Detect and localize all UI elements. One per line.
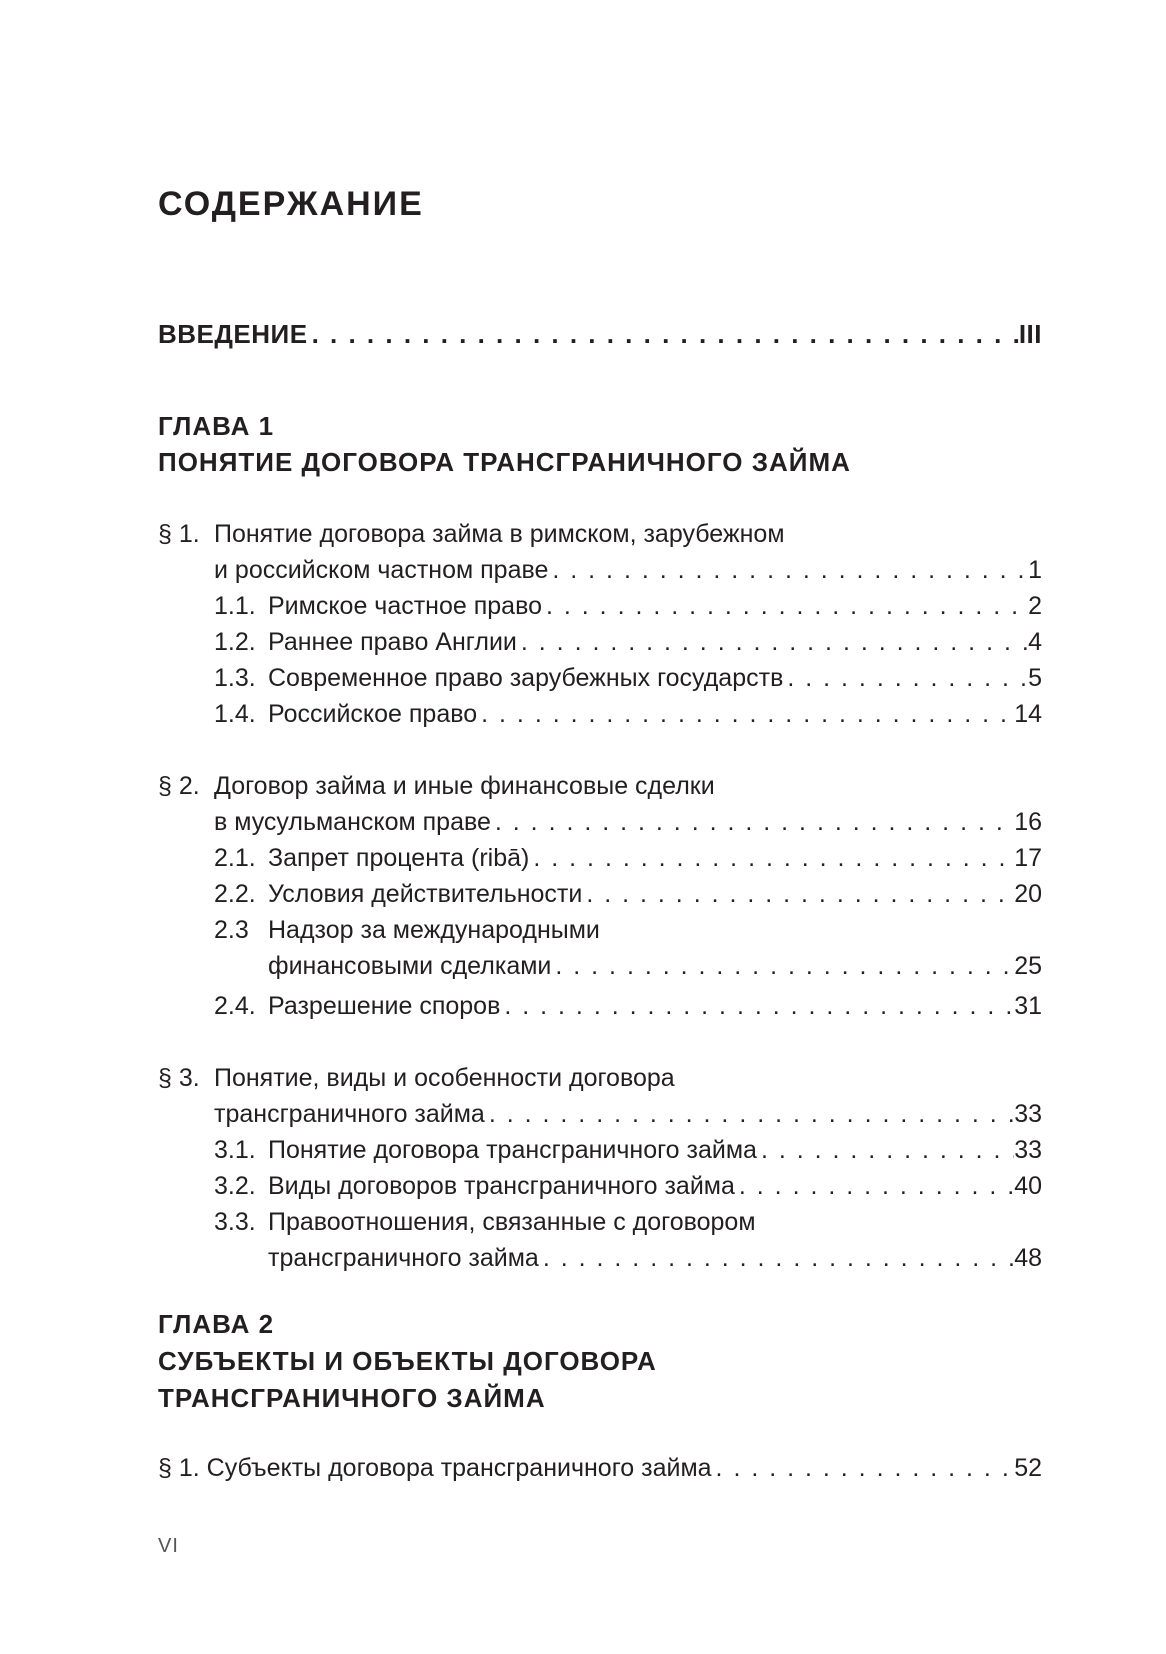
- dot-leader: [551, 948, 1014, 984]
- toc-entry-page: 20: [1014, 880, 1042, 908]
- toc-entry-subsection[interactable]: [268, 1168, 1042, 1204]
- toc-entry-label: Условия действительности: [268, 880, 583, 908]
- toc-entry-subsection[interactable]: [268, 840, 1042, 876]
- toc-entry-page: 31: [1014, 992, 1042, 1020]
- section-title-line1: Понятие договора займа в римском, зарубежном: [214, 520, 785, 548]
- toc-entry-label: трансграничного займа: [268, 1244, 539, 1272]
- chapter-title-line1: СУБЪЕКТЫ И ОБЪЕКТЫ ДОГОВОРА: [158, 1346, 657, 1376]
- subsection-number: 1.1.: [214, 592, 256, 620]
- toc-entry-section[interactable]: [214, 552, 1042, 588]
- toc-entry-page: III: [1018, 319, 1042, 349]
- toc-entry-label: Запрет процента (ribā): [268, 844, 530, 872]
- toc-entry-label: Понятие договора трансграничного займа: [268, 1136, 757, 1164]
- toc-entry-subsection[interactable]: [268, 988, 1042, 1024]
- subsection-number: 3.2.: [214, 1172, 256, 1200]
- dot-leader: [542, 588, 1028, 624]
- section-number: § 1.: [158, 520, 200, 548]
- toc-entry-page: 17: [1014, 844, 1042, 872]
- toc-entry-label: Римское частное право: [268, 592, 542, 620]
- toc-entry-label: § 1. Субъекты договора трансграничного займа: [158, 1454, 712, 1482]
- toc-entry-subsection[interactable]: [268, 1132, 1042, 1168]
- dot-leader: [491, 804, 1014, 840]
- page-number: VI: [158, 1535, 179, 1557]
- dot-leader: [517, 624, 1028, 660]
- toc-entry-subsection[interactable]: [268, 624, 1042, 660]
- dot-leader: [500, 988, 1014, 1024]
- toc-entry-page: 52: [1014, 1454, 1042, 1482]
- toc-entry-page: 1: [1028, 556, 1042, 584]
- section-title-line1: Понятие, виды и особенности договора: [214, 1064, 675, 1092]
- dot-leader: [477, 696, 1014, 732]
- subsection-number: 2.3: [214, 916, 249, 944]
- section-title-line1: Договор займа и иные финансовые сделки: [214, 772, 715, 800]
- toc-entry-label: Раннее право Англии: [268, 628, 517, 656]
- toc-entry-subsection[interactable]: [268, 948, 1042, 984]
- toc-entry-label: в мусульманском праве: [214, 808, 491, 836]
- chapter-number: ГЛАВА 1: [158, 411, 275, 441]
- toc-entry-page: 48: [1014, 1244, 1042, 1272]
- page-title: СОДЕРЖАНИЕ: [158, 185, 424, 223]
- subsection-number: 1.4.: [214, 700, 256, 728]
- toc-entry-intro[interactable]: [158, 316, 1042, 352]
- dot-leader: [539, 1240, 1014, 1276]
- toc-entry-page: 25: [1014, 952, 1042, 980]
- toc-entry-page: 2: [1028, 592, 1042, 620]
- section-number: § 2.: [158, 772, 200, 800]
- subsection-title-line1: Надзор за международными: [268, 916, 600, 944]
- toc-entry-page: 40: [1014, 1172, 1042, 1200]
- toc-entry-label: трансграничного займа: [214, 1100, 485, 1128]
- subsection-number: 1.2.: [214, 628, 256, 656]
- toc-entry-page: 5: [1028, 664, 1042, 692]
- toc-entry-page: 16: [1014, 808, 1042, 836]
- subsection-number: 1.3.: [214, 664, 256, 692]
- subsection-number: 3.3.: [214, 1208, 256, 1236]
- dot-leader: [757, 1132, 1014, 1168]
- toc-entry-label: Виды договоров трансграничного займа: [268, 1172, 735, 1200]
- dot-leader: [712, 1450, 1015, 1486]
- toc-entry-page: 33: [1014, 1100, 1042, 1128]
- dot-leader: [308, 316, 1019, 352]
- toc-entry-subsection[interactable]: [268, 1240, 1042, 1276]
- toc-entry-subsection[interactable]: [268, 876, 1042, 912]
- toc-entry-label: и российском частном праве: [214, 556, 549, 584]
- dot-leader: [783, 660, 1028, 696]
- subsection-number: 2.2.: [214, 880, 256, 908]
- section-number: § 3.: [158, 1064, 200, 1092]
- toc-entry-section[interactable]: [214, 804, 1042, 840]
- dot-leader: [582, 876, 1014, 912]
- toc-entry-label: Современное право зарубежных государств: [268, 664, 784, 692]
- subsection-title-line1: Правоотношения, связанные с договором: [268, 1208, 756, 1236]
- toc-entry-page: 33: [1014, 1136, 1042, 1164]
- toc-entry-page: 14: [1014, 700, 1042, 728]
- toc-entry-subsection[interactable]: [268, 696, 1042, 732]
- toc-entry-page: 4: [1028, 628, 1042, 656]
- toc-entry-label: ВВЕДЕНИЕ: [158, 319, 308, 349]
- dot-leader: [529, 840, 1014, 876]
- dot-leader: [485, 1096, 1014, 1132]
- subsection-number: 3.1.: [214, 1136, 256, 1164]
- subsection-number: 2.1.: [214, 844, 256, 872]
- chapter-title: ПОНЯТИЕ ДОГОВОРА ТРАНСГРАНИЧНОГО ЗАЙМА: [158, 447, 851, 477]
- toc-entry-label: Разрешение споров: [268, 992, 501, 1020]
- toc-entry-section[interactable]: [214, 1096, 1042, 1132]
- dot-leader: [735, 1168, 1014, 1204]
- toc-entry-subsection[interactable]: [268, 588, 1042, 624]
- toc-entry-label: Российское право: [268, 700, 478, 728]
- toc-entry-label: финансовыми сделками: [268, 952, 552, 980]
- toc-entry-subsection[interactable]: [268, 660, 1042, 696]
- dot-leader: [548, 552, 1028, 588]
- chapter-number: ГЛАВА 2: [158, 1309, 275, 1339]
- chapter-title-line2: ТРАНСГРАНИЧНОГО ЗАЙМА: [158, 1383, 546, 1413]
- toc-entry-section[interactable]: [158, 1450, 1042, 1486]
- subsection-number: 2.4.: [214, 992, 256, 1020]
